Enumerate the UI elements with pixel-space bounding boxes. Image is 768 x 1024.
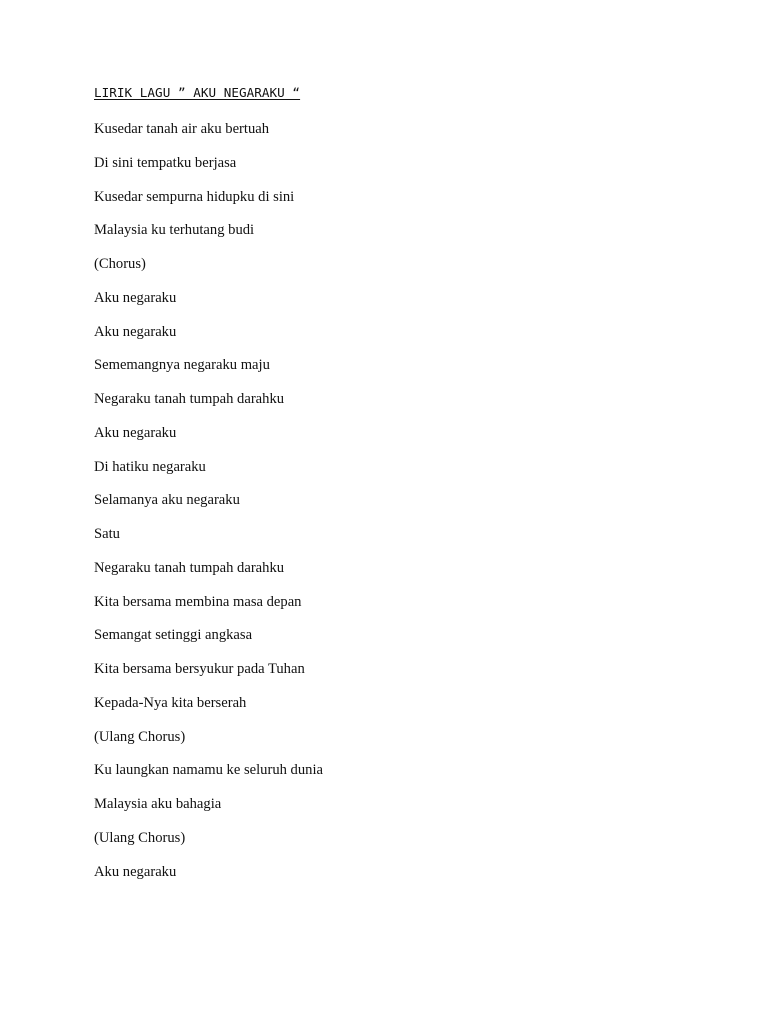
lyric-line: Selamanya aku negaraku (94, 492, 240, 509)
lyric-line: Malaysia aku bahagia (94, 796, 222, 812)
lyric-line: (Ulang Chorus) (94, 829, 186, 846)
lyric-line: Negaraku tanah tumpah darahku (94, 559, 285, 576)
lyric-line: Aku negaraku (94, 289, 177, 306)
lyric-line: Semangat setinggi angkasa (94, 627, 253, 644)
lyric-line: Negaraku tanah tumpah darahku (94, 391, 285, 407)
lyric-line: Sememangnya negaraku maju (94, 357, 270, 374)
lyric-line: Di hatiku negaraku (94, 458, 206, 475)
lyric-line: Ku laungkan namamu ke seluruh dunia (94, 762, 323, 779)
lyric-line: (Ulang Chorus) (94, 728, 186, 745)
lyric-line: Kita bersama membina masa depan (94, 593, 302, 610)
lyric-line: Aku negaraku (94, 863, 177, 880)
lyrics-list (94, 119, 323, 895)
document-title: LIRIK LAGU ” AKU NEGARAKU “ (94, 85, 301, 100)
lyric-line: Satu (94, 526, 120, 542)
lyric-line: Aku negaraku (94, 323, 177, 340)
lyric-line: Malaysia ku terhutang budi (94, 222, 255, 239)
lyric-line: Kepada-Nya kita berserah (94, 694, 247, 711)
lyric-line: Kusedar tanah air aku bertuah (94, 121, 270, 137)
lyric-line: Aku negaraku (94, 424, 177, 441)
lyric-line: (Chorus) (94, 256, 146, 272)
lyric-line: Kita bersama bersyukur pada Tuhan (94, 661, 305, 677)
lyric-line: Di sini tempatku berjasa (94, 154, 237, 171)
lyric-line: Kusedar sempurna hidupku di sini (94, 188, 295, 205)
